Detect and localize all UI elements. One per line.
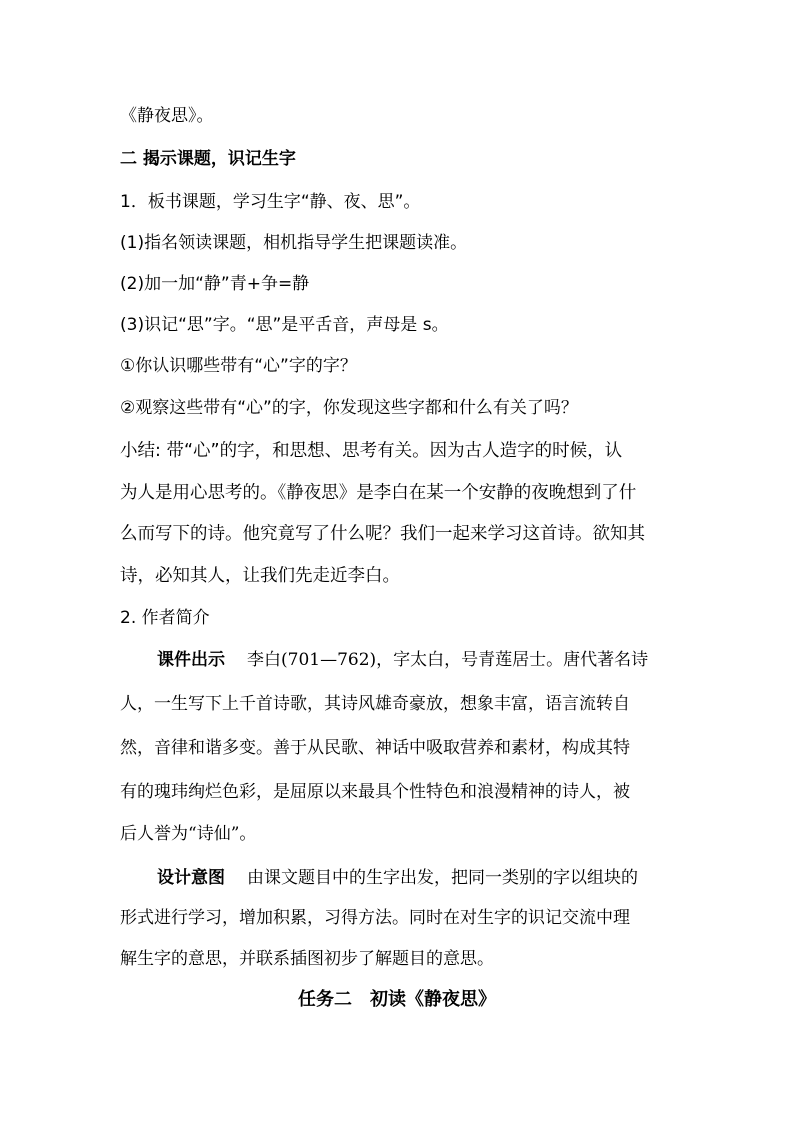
text-line: 2. 作者简介 — [120, 608, 210, 628]
summary-line: 诗，必知其人，让我们先走近李白。 — [120, 566, 400, 586]
courseware-line: 有的瑰玮绚烂色彩，是屈原以来最具个性特色和浪漫精神的诗人，被 — [120, 782, 630, 802]
courseware-line: 然，音律和谐多变。善于从民歌、神话中吸取营养和素材，构成其特 — [120, 738, 630, 758]
design-text: 由课文题目中的生字出发，把同一类别的字以组块的 — [247, 868, 638, 888]
design-label: 设计意图 — [157, 868, 225, 888]
courseware-text: 李白(701—762)，字太白，号青莲居士。唐代著名诗 — [247, 650, 649, 670]
text-line: 1．板书课题，学习生字“静、夜、思”。 — [120, 192, 421, 212]
courseware-paragraph — [157, 648, 648, 672]
design-paragraph — [157, 866, 638, 890]
summary-line: 么而写下的诗。他究竟写了什么呢？我们一起来学习这首诗。欲知其 — [120, 524, 645, 544]
text-line: (1)指名领读课题，相机指导学生把课题读准。 — [120, 233, 468, 253]
courseware-label: 课件出示 — [157, 650, 225, 670]
text-line: (2)加一加“静”青+争=静 — [120, 274, 310, 294]
courseware-line: 后人誉为“诗仙”。 — [120, 824, 257, 844]
text-line: ②观察这些带有“心”的字，你发现这些字都和什么有关了吗？ — [120, 398, 578, 418]
summary-line: 为人是用心思考的。《静夜思》是李白在某一个安静的夜晚想到了什 — [120, 483, 637, 503]
section-heading: 任务二 初读《静夜思》 — [298, 989, 496, 1010]
text-line: (3)识记“思”字。“思”是平舌音，声母是 s。 — [120, 315, 449, 335]
summary-line: 小结: 带“心”的字，和思想、思考有关。因为古人造字的时候，认 — [120, 441, 623, 461]
courseware-line: 人，一生写下上千首诗歌，其诗风雄奇豪放，想象丰富，语言流转自 — [120, 694, 630, 714]
text-line: ①你认识哪些带有“心”字的字？ — [120, 356, 357, 376]
section-subheading: 二 揭示课题，识记生字 — [120, 149, 296, 169]
design-line: 解生字的意思，并联系插图初步了解题目的意思。 — [120, 949, 494, 969]
design-line: 形式进行学习，增加积累，习得方法。同时在对生字的识记交流中理 — [120, 908, 630, 928]
text-line: 《静夜思》。 — [120, 106, 214, 126]
